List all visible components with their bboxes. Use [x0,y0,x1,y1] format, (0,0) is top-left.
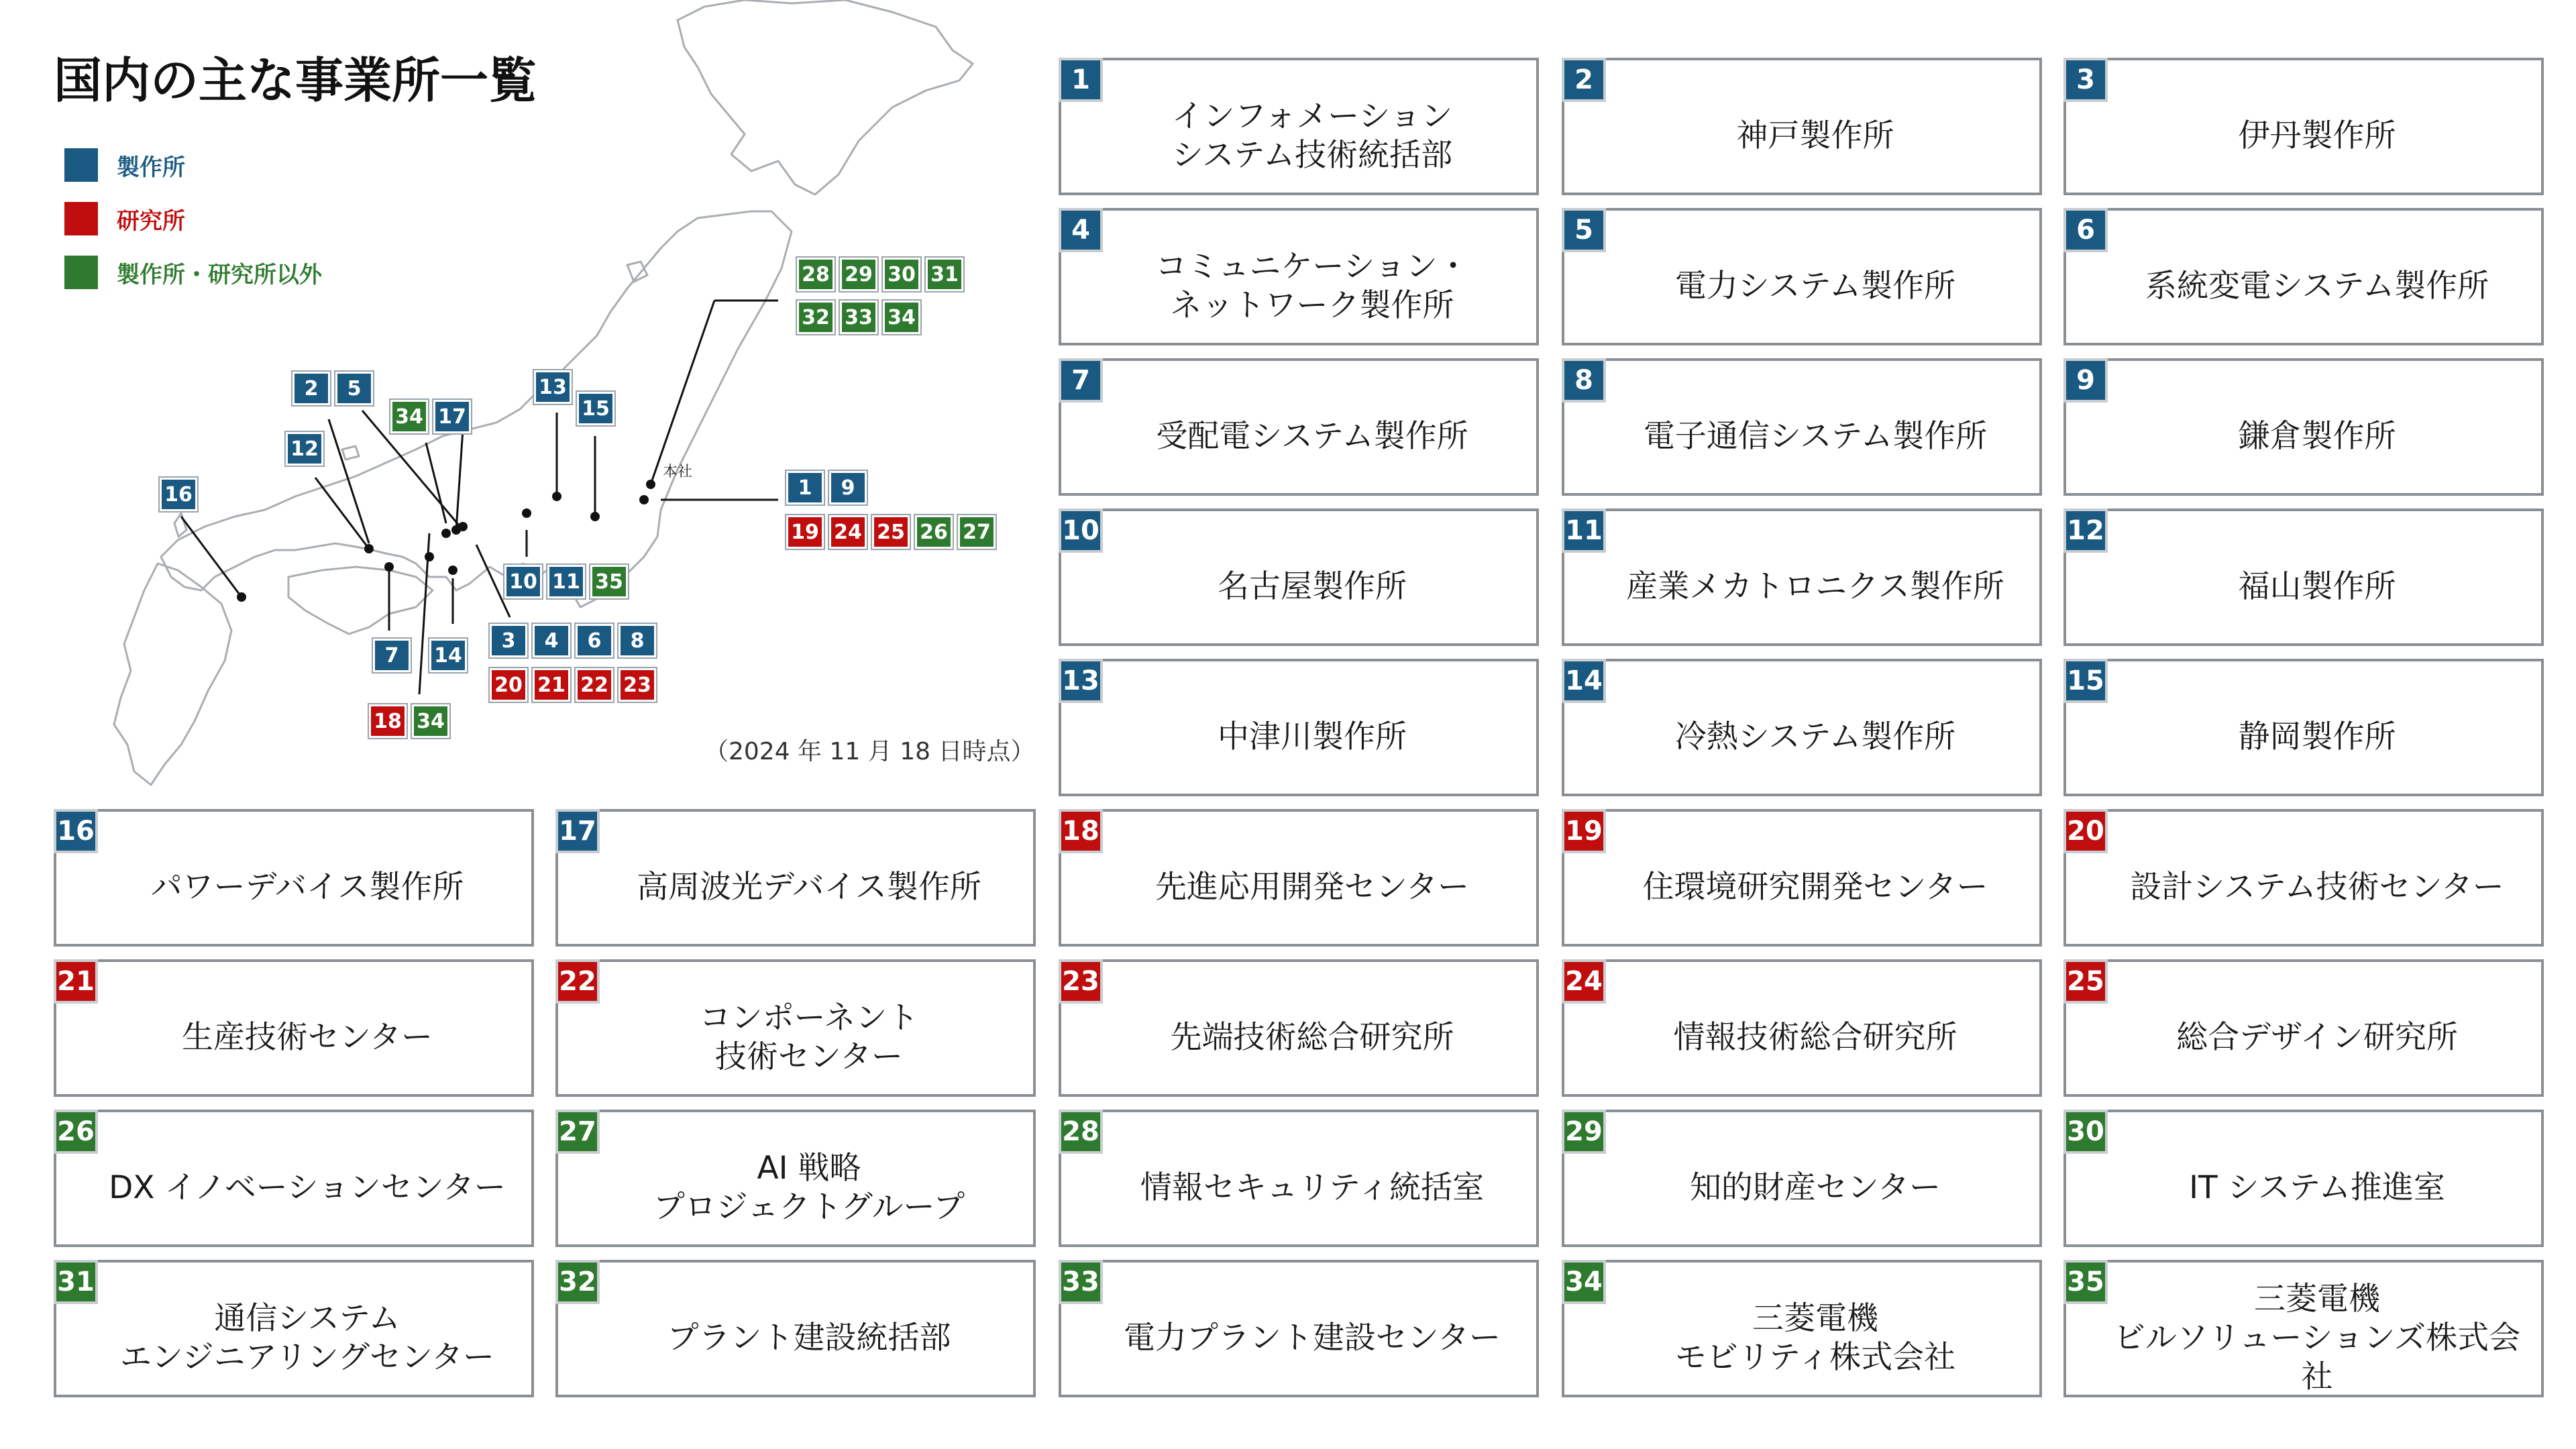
site-card-34 [1562,1260,2042,1397]
site-number-badge: 8 [1562,358,1606,402]
site-number-badge: 28 [1059,1110,1103,1154]
legend-swatch [64,148,98,182]
map-badge-16: 16 [160,478,197,511]
site-name: 中津川製作所 [1218,718,1407,755]
map-badge-11: 11 [547,565,585,598]
site-dot [646,480,655,489]
site-number-badge: 26 [54,1110,98,1154]
site-card-1 [1059,58,1539,195]
legend-label: 製作所 [117,154,185,181]
site-number-badge: 6 [2063,208,2108,252]
site-card-17 [555,809,1036,947]
site-card-8 [1562,358,2042,496]
map-badge-30: 30 [883,258,920,291]
site-number-badge: 23 [1059,959,1103,1004]
site-name: 知的財産センター [1689,1169,1941,1206]
map-badge-31: 31 [926,258,963,291]
site-card-21 [54,959,534,1097]
map-badge-12: 12 [286,432,323,466]
site-number-badge: 9 [2063,358,2108,402]
site-card-5 [1562,208,2042,345]
site-number-badge: 31 [54,1260,98,1304]
site-number-badge: 35 [2063,1260,2108,1304]
leader-line [426,443,446,523]
map-badge-34: 34 [883,301,920,334]
site-name: 通信システム エンジニアリングセンター [119,1299,495,1376]
site-number-badge: 15 [2063,659,2108,703]
leader-line [315,478,369,549]
site-number-badge: 3 [2063,58,2108,102]
map-badge-5: 5 [335,372,373,405]
site-number-badge: 11 [1562,508,1606,553]
site-name: 三菱電機 ビルソリューションズ株式会社 [2113,1280,2521,1395]
site-name: 電力プラント建設センター [1123,1319,1501,1356]
map-badge-17: 17 [433,400,471,433]
map-badge-27: 27 [958,515,996,549]
site-name: 先端技術総合研究所 [1170,1018,1454,1056]
site-dot [425,552,434,561]
site-number-badge: 4 [1059,208,1103,252]
date-note: （2024 年 11 月 18 日時点） [704,738,1035,765]
legend-item-lab [64,203,185,235]
map-badge-19: 19 [786,515,824,549]
map-badge-25: 25 [872,515,910,549]
map-badge-6: 6 [576,624,613,657]
map-badge-34: 34 [412,704,449,738]
leader-line [651,301,714,484]
site-name: 電子通信システム製作所 [1643,417,1988,455]
legend-swatch [64,256,98,289]
site-dot [590,512,600,521]
legend-label: 研究所 [117,207,185,235]
map-badge-4: 4 [533,624,570,657]
site-name: 名古屋製作所 [1218,568,1407,605]
site-number-badge: 1 [1059,58,1103,102]
site-number-badge: 34 [1562,1260,1606,1304]
leader-line [456,429,463,530]
site-number-badge: 33 [1059,1260,1103,1304]
site-name: 電力システム製作所 [1674,267,1956,305]
site-card-11 [1562,508,2042,646]
site-name: 高周波光デバイス製作所 [637,868,981,906]
map-badge-13: 13 [534,370,572,404]
site-number-badge: 7 [1059,358,1103,402]
kyushu-outline [114,564,231,785]
site-card-19 [1562,809,2042,947]
map-badge-22: 22 [576,668,613,702]
site-name: 先進応用開発センター [1155,868,1470,906]
site-card-33 [1059,1260,1539,1397]
site-number-badge: 32 [555,1260,600,1304]
map-badge-34: 34 [390,400,428,433]
site-number-badge: 2 [1562,58,1606,102]
site-name: 情報セキュリティ統括室 [1140,1169,1485,1206]
site-number-badge: 12 [2063,508,2108,553]
site-number-badge: 17 [555,809,600,853]
site-card-20 [2063,809,2544,947]
legend-swatch [64,202,98,235]
oki-outline [342,446,359,460]
site-dot [237,592,246,602]
site-number-badge: 18 [1059,809,1103,853]
site-name: AI 戦略 プロジェクトグループ [653,1149,965,1226]
site-name: パワーデバイス製作所 [150,868,464,906]
map-badge-23: 23 [619,668,656,702]
map-badge-1: 1 [786,471,824,504]
leader-line [181,517,241,597]
site-card-26 [54,1110,534,1247]
site-card-6 [2063,208,2544,345]
site-name: 三菱電機 モビリティ株式会社 [1674,1299,1956,1376]
site-number-badge: 25 [2063,959,2108,1004]
site-name: コンポーネント 技術センター [699,999,919,1075]
leader-line [329,419,369,543]
site-number-badge: 5 [1562,208,1606,252]
map-badge-33: 33 [840,301,877,334]
site-name: インフォメーション システム技術統括部 [1171,97,1453,174]
map-badge-20: 20 [490,668,527,702]
map-badge-28: 28 [797,258,835,291]
legend-item-factory [64,149,185,181]
map-badge-7: 7 [373,639,411,672]
site-number-badge: 29 [1562,1110,1606,1154]
site-name: IT システム推進室 [2189,1169,2445,1206]
map-badge-10: 10 [504,565,542,598]
map-badge-21: 21 [533,668,570,702]
map-badge-35: 35 [590,565,628,598]
site-number-badge: 20 [2063,809,2108,853]
site-card-31 [54,1260,534,1397]
site-card-22 [555,959,1036,1097]
legend-label: 製作所・研究所以外 [117,261,322,288]
site-dot [364,544,374,553]
site-card-30 [2063,1110,2544,1247]
site-name: 総合デザイン研究所 [2176,1018,2458,1056]
site-card-12 [2063,508,2544,646]
map-badge-26: 26 [915,515,953,549]
site-card-2 [1562,58,2042,195]
map-badge-9: 9 [829,471,867,504]
site-number-badge: 14 [1562,659,1606,703]
honsha-label: 本社 [663,464,693,480]
site-dot [384,562,394,572]
shikoku-outline [288,567,433,634]
map-badge-15: 15 [577,392,614,425]
site-number-badge: 24 [1562,959,1606,1004]
site-number-badge: 16 [54,809,98,853]
site-card-27 [555,1110,1036,1247]
site-card-35 [2063,1260,2544,1397]
page-title: 国内の主な事業所一覧 [54,52,537,109]
site-card-3 [2063,58,2544,195]
site-dot [522,508,531,518]
site-card-28 [1059,1110,1539,1247]
site-card-23 [1059,959,1539,1097]
site-number-badge: 10 [1059,508,1103,553]
map-badge-8: 8 [619,624,656,657]
site-card-16 [54,809,534,947]
site-dot [639,495,649,504]
map-badge-29: 29 [840,258,877,291]
site-card-10 [1059,508,1539,646]
map-badge-18: 18 [369,704,407,738]
site-name: 伊丹製作所 [2238,117,2396,154]
site-card-9 [2063,358,2544,496]
site-name: 福山製作所 [2238,568,2396,605]
site-card-4 [1059,208,1539,345]
site-number-badge: 13 [1059,659,1103,703]
site-card-18 [1059,809,1539,947]
map-badge-14: 14 [429,639,467,672]
site-name: 住環境研究開発センター [1642,868,1988,906]
japan-map [0,0,1060,818]
site-dot [448,566,458,575]
site-card-32 [555,1260,1036,1397]
tsushima-outline [174,513,186,537]
site-card-14 [1562,659,2042,796]
site-name: 冷熱システム製作所 [1674,718,1956,755]
site-name: 産業メカトロニクス製作所 [1626,568,2004,605]
site-number-badge: 27 [555,1110,600,1154]
legend-item-other [64,256,322,288]
site-number-badge: 21 [54,959,98,1004]
site-dot [458,522,468,531]
site-name: 設計システム技術センター [2130,868,2504,906]
map-badge-24: 24 [829,515,867,549]
site-name: 生産技術センター [181,1018,433,1056]
site-card-24 [1562,959,2042,1097]
site-number-badge: 22 [555,959,600,1004]
site-name: コミュニケーション・ ネットワーク製作所 [1155,248,1469,324]
site-name: 受配電システム製作所 [1156,417,1468,455]
map-badge-2: 2 [292,372,330,405]
site-name: プラント建設統括部 [667,1319,951,1356]
site-name: 静岡製作所 [2238,718,2396,755]
site-number-badge: 19 [1562,809,1606,853]
map-badge-3: 3 [490,624,527,657]
site-name: DX イノベーションセンター [109,1169,506,1206]
site-number-badge: 30 [2063,1110,2108,1154]
map-badge-32: 32 [797,301,835,334]
site-card-15 [2063,659,2544,796]
site-dot [441,529,451,538]
site-name: 系統変電システム製作所 [2145,267,2489,305]
site-name: 神戸製作所 [1736,117,1894,154]
sado-outline [627,262,647,282]
japan-outline [0,0,1060,818]
site-card-7 [1059,358,1539,496]
site-card-29 [1562,1110,2042,1247]
hokkaido-outline [678,0,973,195]
site-name: 鎌倉製作所 [2238,417,2396,455]
site-name: 情報技術総合研究所 [1673,1018,1957,1056]
site-dot [552,492,561,501]
site-card-13 [1059,659,1539,796]
site-card-25 [2063,959,2544,1097]
